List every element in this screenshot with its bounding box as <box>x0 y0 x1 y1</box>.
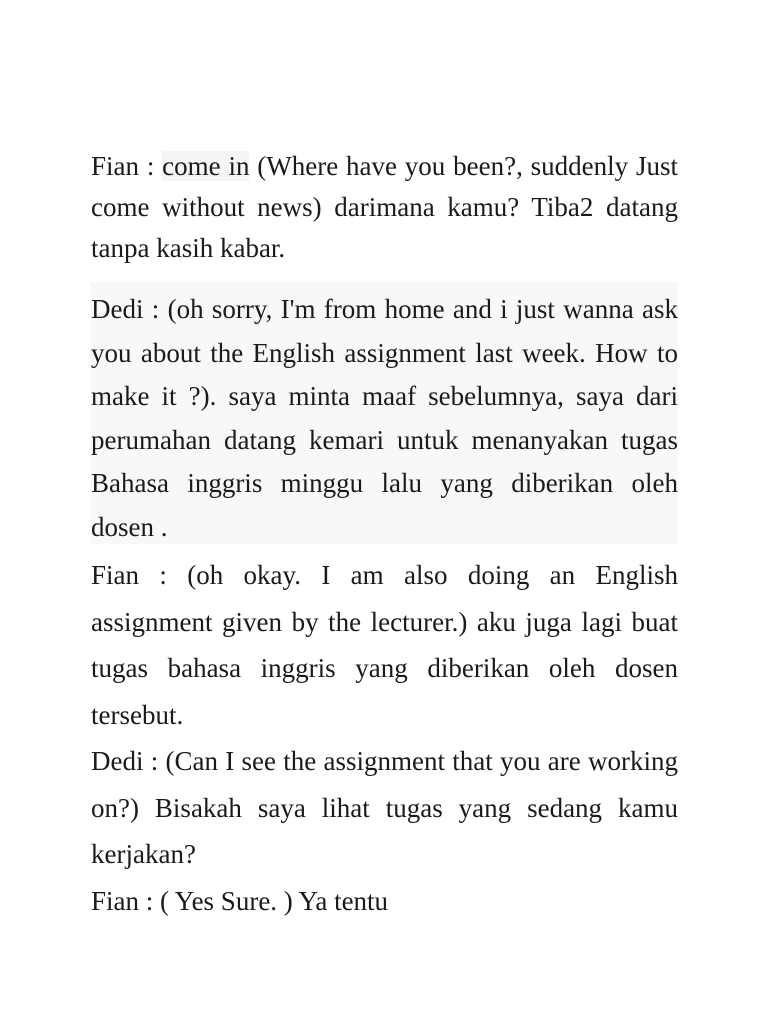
dialogue-text: ( Yes Sure. ) Ya tentu <box>160 886 389 916</box>
dialogue-line-fian-3 <box>91 878 678 925</box>
speaker-name: Fian <box>91 560 140 590</box>
speaker-separator: : <box>143 746 166 776</box>
speaker-separator: : <box>139 560 188 590</box>
dialogue-line-dedi-2 <box>91 738 678 878</box>
dialogue-text: (oh sorry, I'm from home and i just wanna ask you about the English assignment last week. How to make it ?). saya minta maaf sebelumnya, saya dari perumahan datang kemari untuk menanyakan tugas Bahasa inggris minggu lalu yang diberikan oleh dosen . <box>91 294 678 542</box>
dialogue-line-fian-2 <box>91 552 678 738</box>
highlighted-phrase: come in <box>162 151 250 181</box>
dialogue-line-fian-1 <box>91 146 678 269</box>
dialogue-text: (oh okay. I am also doing an English assignment given by the lecturer.) aku juga lagi buat tugas bahasa inggris yang diberikan oleh dosen tersebut. <box>91 560 678 730</box>
speaker-name: Fian <box>91 151 140 181</box>
dialogue-text: (Where have you been?, suddenly Just come without news) darimana kamu? Tiba2 datang tanpa kasih kabar. <box>91 151 678 263</box>
speaker-separator: : <box>143 294 168 324</box>
speaker-separator: : <box>139 151 163 181</box>
dialogue-text: (Can I see the assignment that you are working on?) Bisakah saya lihat tugas yang sedang kamu kerjakan? <box>91 746 678 869</box>
dialogue-line-dedi-1 <box>91 282 678 544</box>
speaker-name: Dedi <box>91 746 144 776</box>
speaker-name: Dedi <box>91 294 144 324</box>
speaker-name: Fian <box>91 886 140 916</box>
speaker-separator: : <box>139 886 161 916</box>
